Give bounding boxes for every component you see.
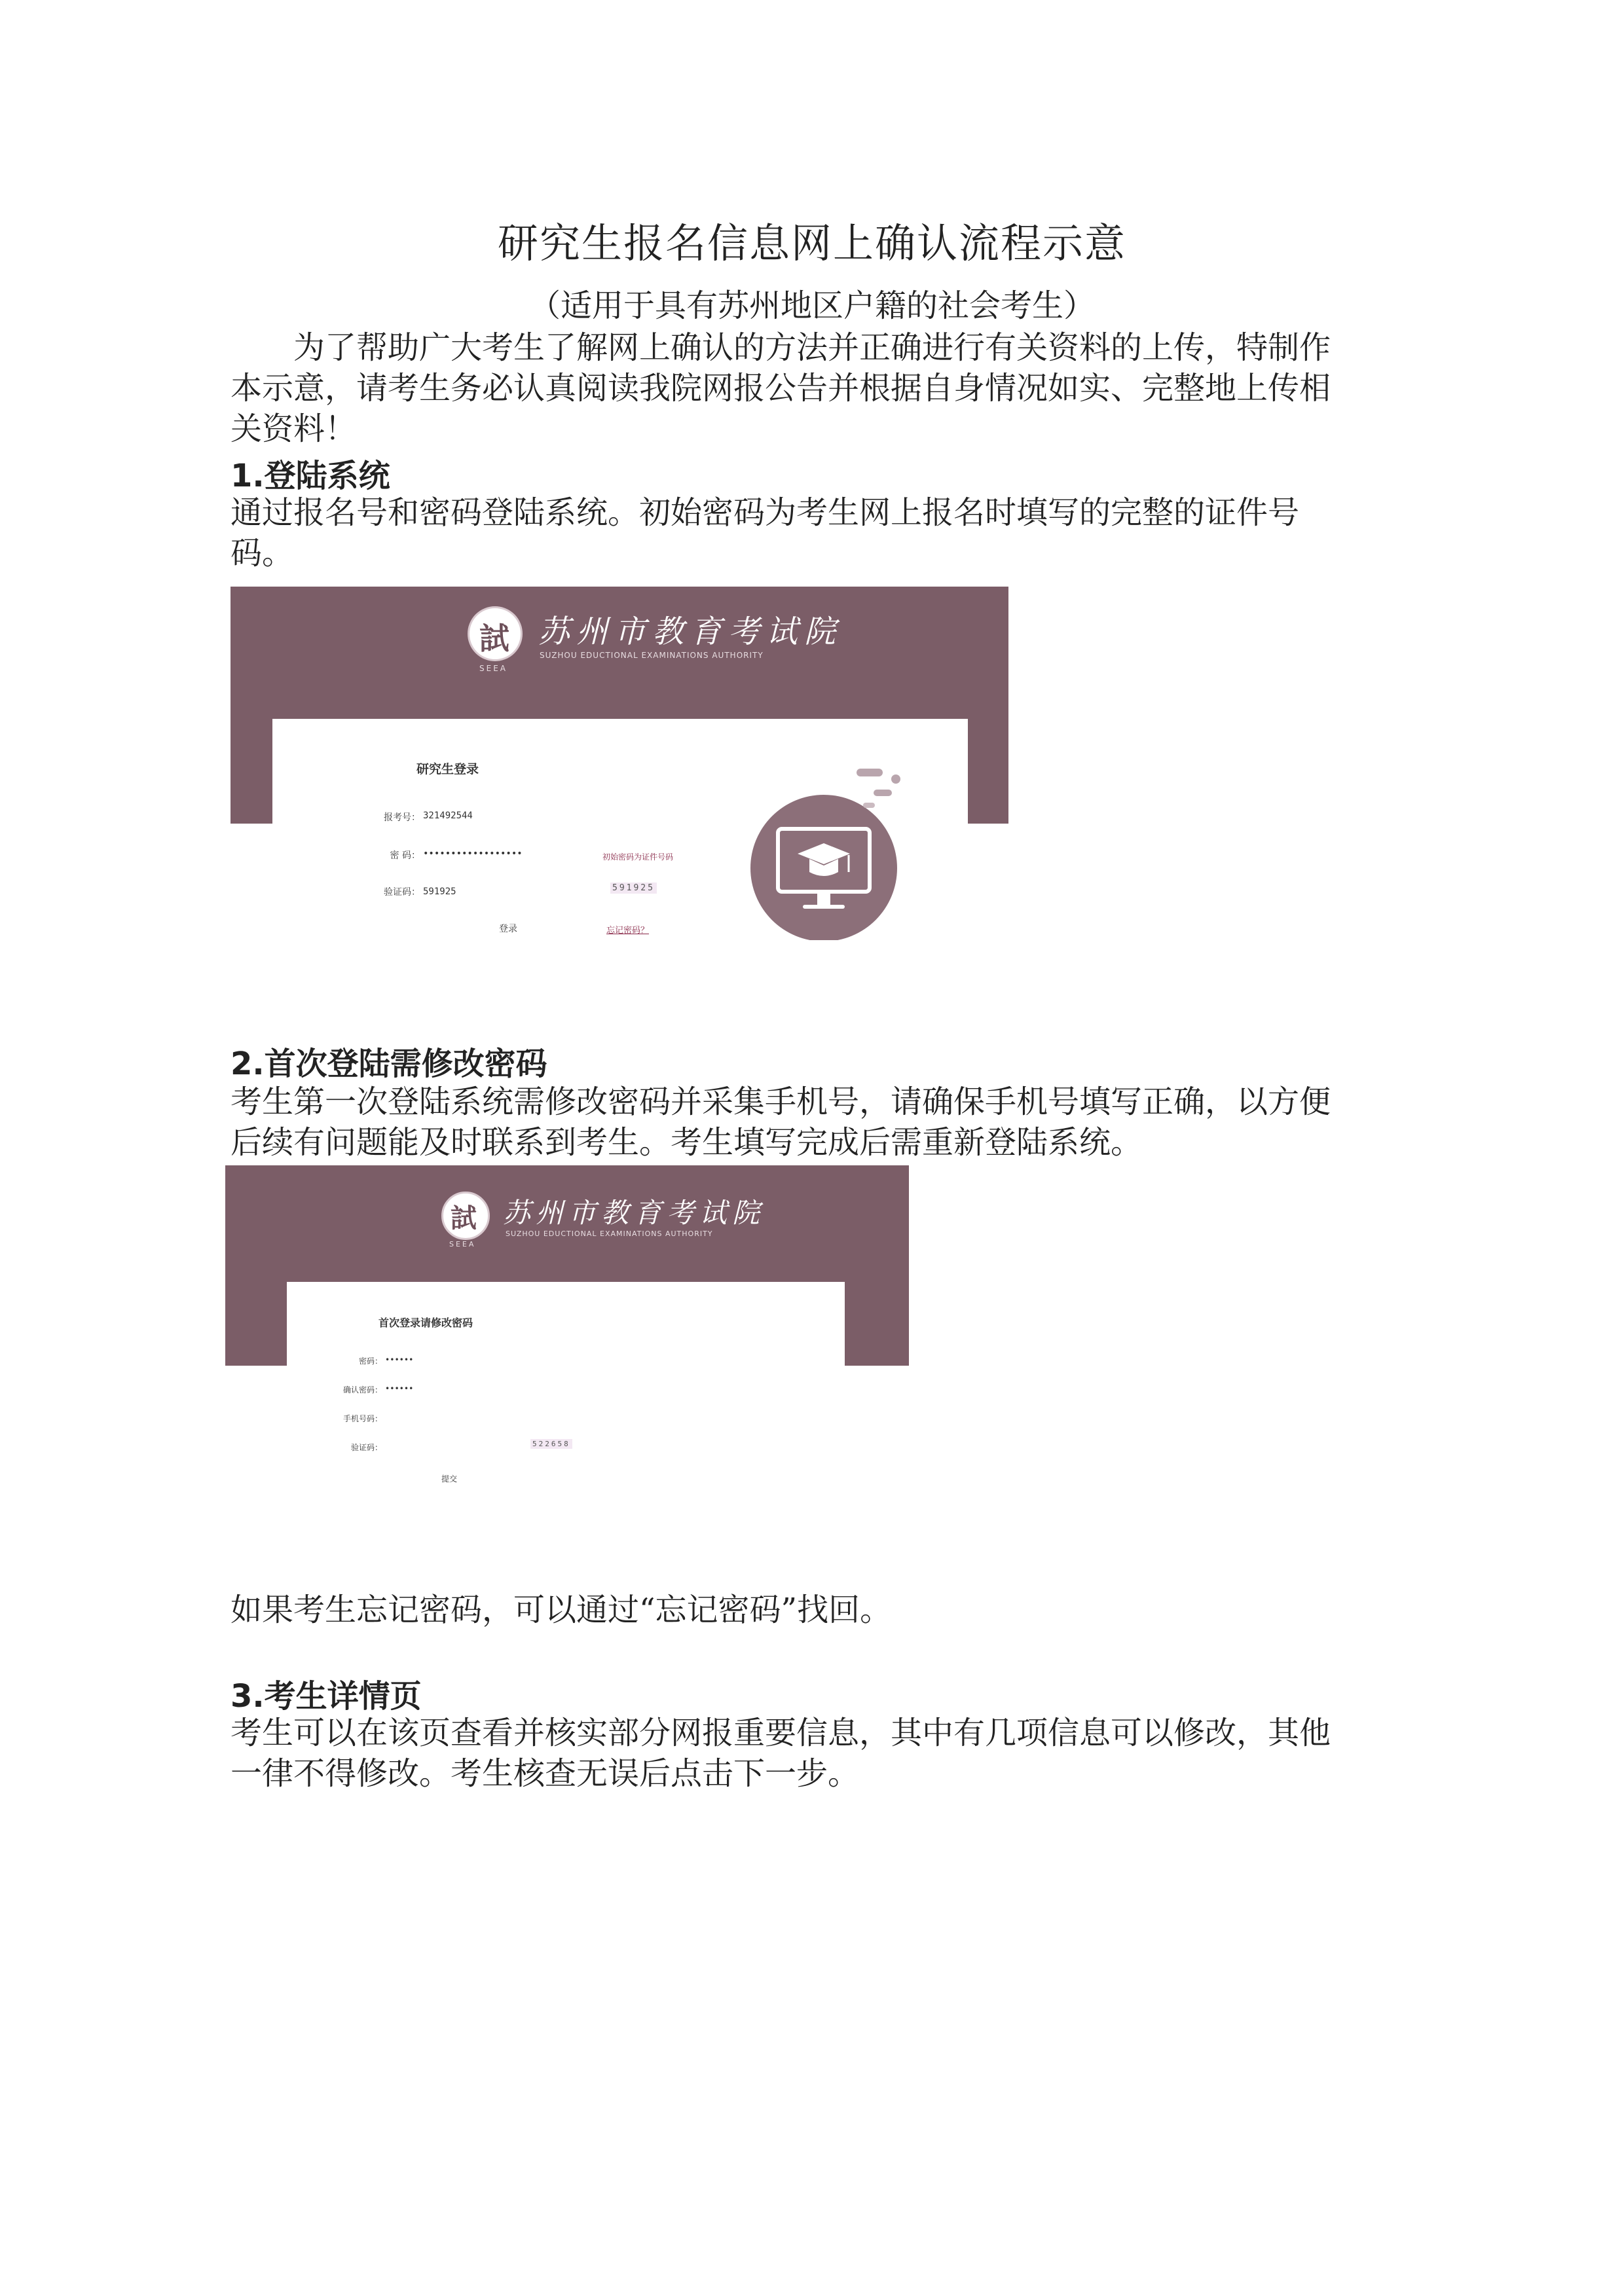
change-password-screenshot	[225, 1165, 909, 1506]
password-label: 密 码：	[390, 850, 420, 861]
brand-name-cn: 苏州市教育考试院	[538, 613, 843, 650]
captcha-input[interactable]: 591925	[423, 886, 456, 897]
login-button[interactable]: 登录	[499, 924, 517, 934]
section-3-text: 考生可以在该页查看并核实部分网报重要信息，其中有几项信息可以修改，其他一律不得修改。考生核查无误后点击下一步。	[231, 1715, 1331, 1792]
captcha-label-2: 验证码：	[350, 1443, 382, 1452]
login-title: 研究生登录	[416, 762, 479, 776]
brand-name-en: SUZHOU EDUCTIONAL EXAMINATIONS AUTHORITY	[540, 651, 764, 660]
brand-abbr-2: SEEA	[449, 1240, 476, 1248]
new-password-label: 密码：	[358, 1357, 382, 1366]
password-hint: 初始密码为证件号码	[602, 852, 674, 862]
section-3-heading: 3.考生详情页	[231, 1678, 422, 1715]
login-screenshot	[231, 587, 1008, 940]
captcha-image[interactable]: 591925	[610, 883, 657, 894]
seea-seal-logo: 試	[468, 606, 523, 661]
reg-number-label: 报考号：	[384, 812, 420, 823]
seea-seal-logo-2: 試	[441, 1192, 490, 1240]
reg-number-input[interactable]: 321492544	[423, 811, 473, 821]
section-2-heading: 2.首次登陆需修改密码	[231, 1046, 547, 1082]
new-password-input[interactable]: ••••••	[385, 1355, 414, 1364]
intro-paragraph: 为了帮助广大考生了解网上确认的方法并正确进行有关资料的上传，特制作本示意，请考生务必认真阅读我院网报公告并根据自身情况如实、完整地上传相关资料！	[231, 329, 1331, 447]
document-title: 研究生报名信息网上确认流程示意	[497, 219, 1126, 267]
section-1-text: 通过报名号和密码登陆系统。初始密码为考生网上报名时填写的完整的证件号码。	[231, 494, 1300, 572]
brand-abbr: SEEA	[479, 664, 507, 673]
forgot-password-note: 如果考生忘记密码，可以通过“忘记密码”找回。	[231, 1592, 892, 1628]
captcha-label: 验证码：	[384, 887, 420, 898]
phone-input[interactable]	[385, 1410, 483, 1423]
password-input[interactable]: ••••••••••••••••••	[423, 848, 523, 859]
brand-name-en-2: SUZHOU EDUCTIONAL EXAMINATIONS AUTHORITY	[506, 1230, 713, 1238]
confirm-password-label: 确认密码：	[342, 1385, 382, 1394]
brand-name-cn-2: 苏州市教育考试院	[503, 1197, 766, 1229]
section-2-text: 考生第一次登陆系统需修改密码并采集手机号，请确保手机号填写正确，以方便后续有问题能及时联系到考生。考生填写完成后需重新登陆系统。	[231, 1084, 1331, 1161]
change-password-title: 首次登录请修改密码	[378, 1317, 473, 1329]
confirm-password-input[interactable]: ••••••	[385, 1384, 414, 1393]
captcha-input-2[interactable]	[385, 1439, 483, 1452]
computer-graduation-cap-icon	[745, 757, 915, 940]
submit-button[interactable]: 提交	[441, 1474, 458, 1484]
captcha-image-2[interactable]: 522658	[530, 1439, 572, 1449]
document-subtitle: （适用于具有苏州地区户籍的社会考生）	[528, 287, 1095, 324]
forgot-password-link[interactable]: 忘记密码？	[606, 926, 650, 936]
phone-label: 手机号码：	[342, 1414, 382, 1423]
section-1-heading: 1.登陆系统	[231, 458, 390, 494]
